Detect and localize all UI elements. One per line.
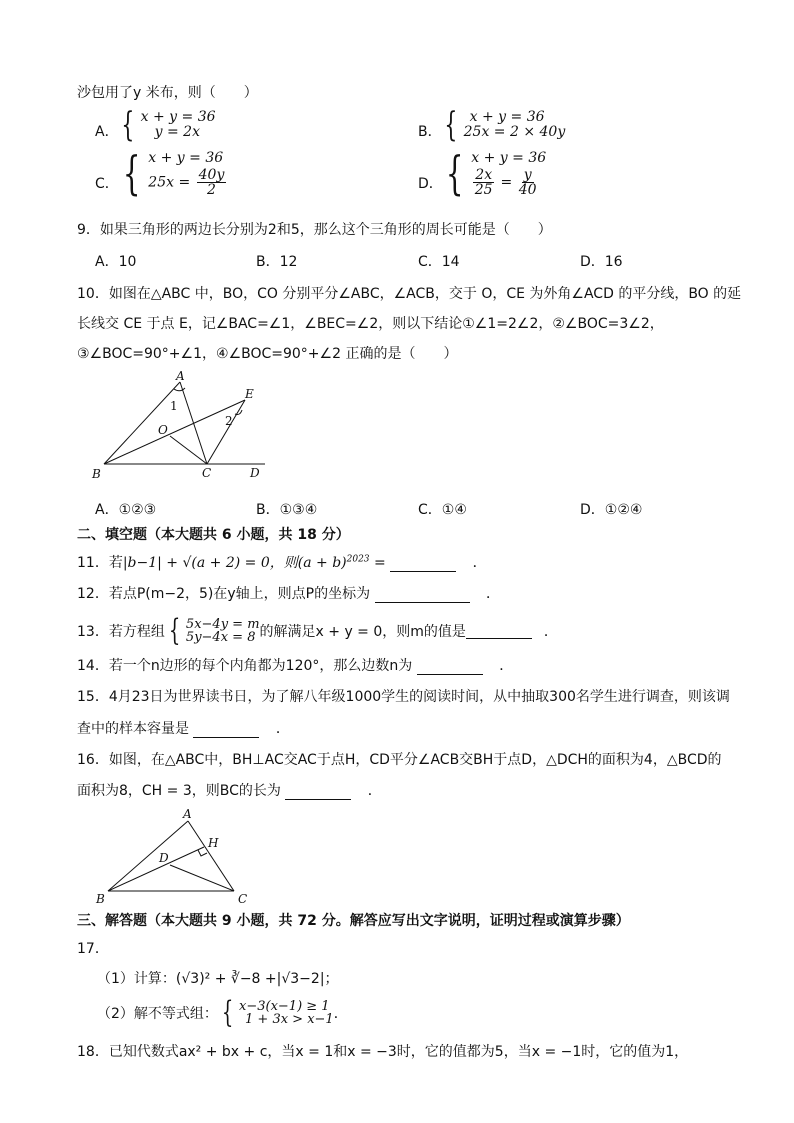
q10-triangle-figure bbox=[90, 370, 280, 482]
q15-text: 查中的样本容量是 bbox=[77, 721, 189, 737]
q8-c-den: 2 bbox=[207, 182, 216, 198]
q8-d-rden: 40 bbox=[518, 182, 537, 198]
q11 bbox=[77, 552, 487, 572]
q8-c-eq1: x + y = 36 bbox=[148, 150, 224, 166]
q11-eq: = bbox=[369, 555, 386, 571]
q15-line1: 15．4月23日为世界读书日，为了解八年级1000学生的阅读时间，从中抽取300名学生进行调查，则该调 bbox=[77, 689, 730, 705]
q8-d-lden: 25 bbox=[474, 182, 493, 198]
q8-c-num: 40y bbox=[198, 167, 225, 183]
q13-answer-blank[interactable] bbox=[466, 624, 532, 639]
q16-label-h: H bbox=[208, 836, 219, 850]
q15-end: ． bbox=[275, 721, 290, 737]
q16-answer-blank[interactable] bbox=[285, 785, 351, 800]
q13 bbox=[77, 613, 558, 648]
q11-expr: |b−1| + √(a + 2) = 0，则(a + b) bbox=[122, 555, 347, 571]
q11-prefix: 11．若 bbox=[77, 555, 123, 571]
q13-prefix: 13．若方程组 bbox=[77, 624, 165, 640]
q10-line2-b: ∠1=2∠2， bbox=[474, 316, 553, 332]
q11-answer-blank[interactable] bbox=[390, 557, 456, 572]
q8-b-eq2: 25x = 2 × 40y bbox=[463, 124, 566, 140]
q10-label-d: D bbox=[250, 466, 260, 480]
q11-exponent: 2023 bbox=[346, 554, 370, 565]
q8-stem-tail: 沙包用了y 米布，则（ ） bbox=[77, 85, 258, 101]
q17-ineq2: 1 + 3x > x−1 bbox=[245, 1012, 334, 1027]
q10-option-c: C．①④ bbox=[418, 502, 467, 518]
q8-option-a-system: { x + y = 36 y = 2x bbox=[121, 105, 216, 145]
q13-eq1: 5x−4y = m bbox=[185, 617, 260, 632]
q17-part1: （1）计算：(√3)² + ∛−8 +|√3−2|； bbox=[97, 971, 339, 987]
q10-label-1: 1 bbox=[170, 399, 178, 413]
q16-line-cd bbox=[170, 865, 234, 891]
q10-circle-2: ② bbox=[552, 316, 565, 332]
q16-line-ba bbox=[108, 821, 188, 891]
q14-text: 14．若一个n边形的每个内角都为120°，那么边数n为 bbox=[77, 658, 413, 674]
q10-circle-3: ③ bbox=[77, 346, 90, 362]
q10-line-oc bbox=[170, 436, 207, 464]
q10-line3-b: ∠BOC=90°+∠2 正确的是（ ） bbox=[228, 346, 458, 362]
q8-d-lnum: 2x bbox=[475, 167, 493, 183]
q8-option-a-label: A． bbox=[95, 124, 119, 140]
q8-d-eq: = bbox=[500, 174, 513, 191]
section2-title: 二、填空题（本大题共 6 小题，共 18 分） bbox=[77, 527, 350, 543]
q9-option-b: B．12 bbox=[256, 254, 298, 270]
q10-label-c: C bbox=[202, 466, 212, 480]
q13-system: { 5x−4y = m 5y−4x = 8 bbox=[168, 613, 260, 648]
q8-a-eq2: y = 2x bbox=[154, 124, 200, 140]
q16-text: 面积为8，CH = 3，则BC的长为 bbox=[77, 783, 281, 799]
q17-part2 bbox=[97, 995, 348, 1030]
q10-line2-c: ∠BOC=3∠2， bbox=[564, 316, 664, 332]
q14 bbox=[77, 655, 513, 675]
q16-label-d: D bbox=[159, 851, 169, 865]
q18-stem: 18．已知代数式ax² + bx + c，当x = 1和x = −3时，它的值都为5，当x = −1时，它的值为1， bbox=[77, 1044, 689, 1060]
q16-label-a: A bbox=[183, 807, 192, 821]
q17-inequality-system: { x−3(x−1) ≥ 1 1 + 3x > x−1 bbox=[221, 995, 334, 1030]
q16-line-ac bbox=[188, 821, 234, 891]
q8-option-c-system: { x + y = 36 25x = $\frac{40y}{2}$ bbox=[117, 148, 228, 197]
q10-circle-1: ① bbox=[462, 316, 475, 332]
q16-label-c: C bbox=[238, 892, 248, 905]
q10-line-ba bbox=[104, 382, 180, 464]
q8-b-eq1: x + y = 36 bbox=[469, 109, 545, 125]
q10-line3-a: ∠BOC=90°+∠1， bbox=[89, 346, 216, 362]
q8-option-c-label: C． bbox=[95, 176, 119, 192]
q10-line-ce bbox=[207, 400, 245, 464]
q16-end: ． bbox=[367, 783, 382, 799]
q13-end: ． bbox=[543, 624, 558, 640]
q14-answer-blank[interactable] bbox=[417, 660, 483, 675]
q14-end: ． bbox=[499, 658, 514, 674]
q17-part2-label: （2）解不等式组： bbox=[97, 1006, 218, 1022]
q13-eq2: 5y−4x = 8 bbox=[185, 630, 256, 645]
q16-right-angle-mark bbox=[198, 850, 207, 856]
q8-option-d-label: D． bbox=[418, 176, 443, 192]
q10-label-b: B bbox=[92, 467, 101, 481]
q13-text: 的解满足x + y = 0，则m的值是 bbox=[259, 624, 466, 640]
q11-end: ． bbox=[472, 555, 487, 571]
q10-option-b: B．①③④ bbox=[256, 502, 318, 518]
q8-a-eq1: x + y = 36 bbox=[140, 109, 216, 125]
q15-line2 bbox=[77, 718, 290, 738]
q10-option-a: A．①②③ bbox=[95, 502, 157, 518]
q10-label-e: E bbox=[245, 387, 254, 401]
q12 bbox=[77, 583, 500, 603]
q17-number: 17． bbox=[77, 941, 109, 957]
q16-line2 bbox=[77, 780, 382, 800]
q16-line-bh bbox=[108, 847, 204, 891]
q12-text: 12．若点P(m−2，5)在y轴上，则点P的坐标为 bbox=[77, 586, 371, 602]
q8-option-b-label: B． bbox=[418, 124, 442, 140]
q10-angle-1-arc bbox=[174, 388, 185, 391]
q10-line2-a: 长线交 CE 于点 E，记∠BAC=∠1，∠BEC=∠2，则以下结论 bbox=[77, 316, 463, 332]
q8-option-d-system: { x + y = 36 $\frac{2x}{25}$ = $\frac{y}{40}$ bbox=[445, 145, 547, 200]
q15-answer-blank[interactable] bbox=[193, 723, 259, 738]
q9-option-a: A．10 bbox=[95, 254, 137, 270]
q8-d-rnum: y bbox=[523, 167, 532, 183]
q16-triangle-figure bbox=[92, 805, 252, 905]
q17-ineq1: x−3(x−1) ≥ 1 bbox=[239, 999, 330, 1014]
q16-label-b: B bbox=[96, 892, 105, 905]
q10-label-a: A bbox=[176, 370, 185, 383]
q10-stem-line3 bbox=[77, 343, 457, 363]
q10-label-2: 2 bbox=[225, 414, 233, 428]
section3-title: 三、解答题（本大题共 9 小题，共 72 分。解答应写出文字说明，证明过程或演算步骤） bbox=[77, 913, 630, 929]
q8-c-eq2-lhs: 25x = bbox=[148, 174, 191, 191]
q10-option-d: D．①②④ bbox=[580, 502, 643, 518]
q9-option-c: C．14 bbox=[418, 254, 460, 270]
q10-stem-line2 bbox=[77, 313, 664, 333]
q8-d-eq1: x + y = 36 bbox=[471, 150, 547, 166]
q12-end: ． bbox=[486, 586, 500, 602]
q9-option-d: D．16 bbox=[580, 254, 623, 270]
q10-stem-line1: 10．如图在△ABC 中，BO，CO 分别平分∠ABC，∠ACB，交于 O，CE 为外角∠ACD 的平分线，BO 的延 bbox=[77, 286, 742, 302]
q10-circle-4: ④ bbox=[216, 346, 229, 362]
q17-part2-end: ． bbox=[333, 1006, 348, 1022]
q8-option-b-system: { x + y = 36 25x = 2 × 40y bbox=[444, 105, 566, 145]
q16-line1: 16．如图，在△ABC中，BH⊥AC交AC于点H，CD平分∠ACB交BH于点D，△DCH的面积为4，△BCD的 bbox=[77, 752, 722, 768]
q9-stem: 9．如果三角形的两边长分别为2和5，那么这个三角形的周长可能是（ ） bbox=[77, 222, 552, 238]
q12-answer-blank[interactable] bbox=[375, 588, 470, 603]
q10-label-o: O bbox=[158, 423, 168, 437]
